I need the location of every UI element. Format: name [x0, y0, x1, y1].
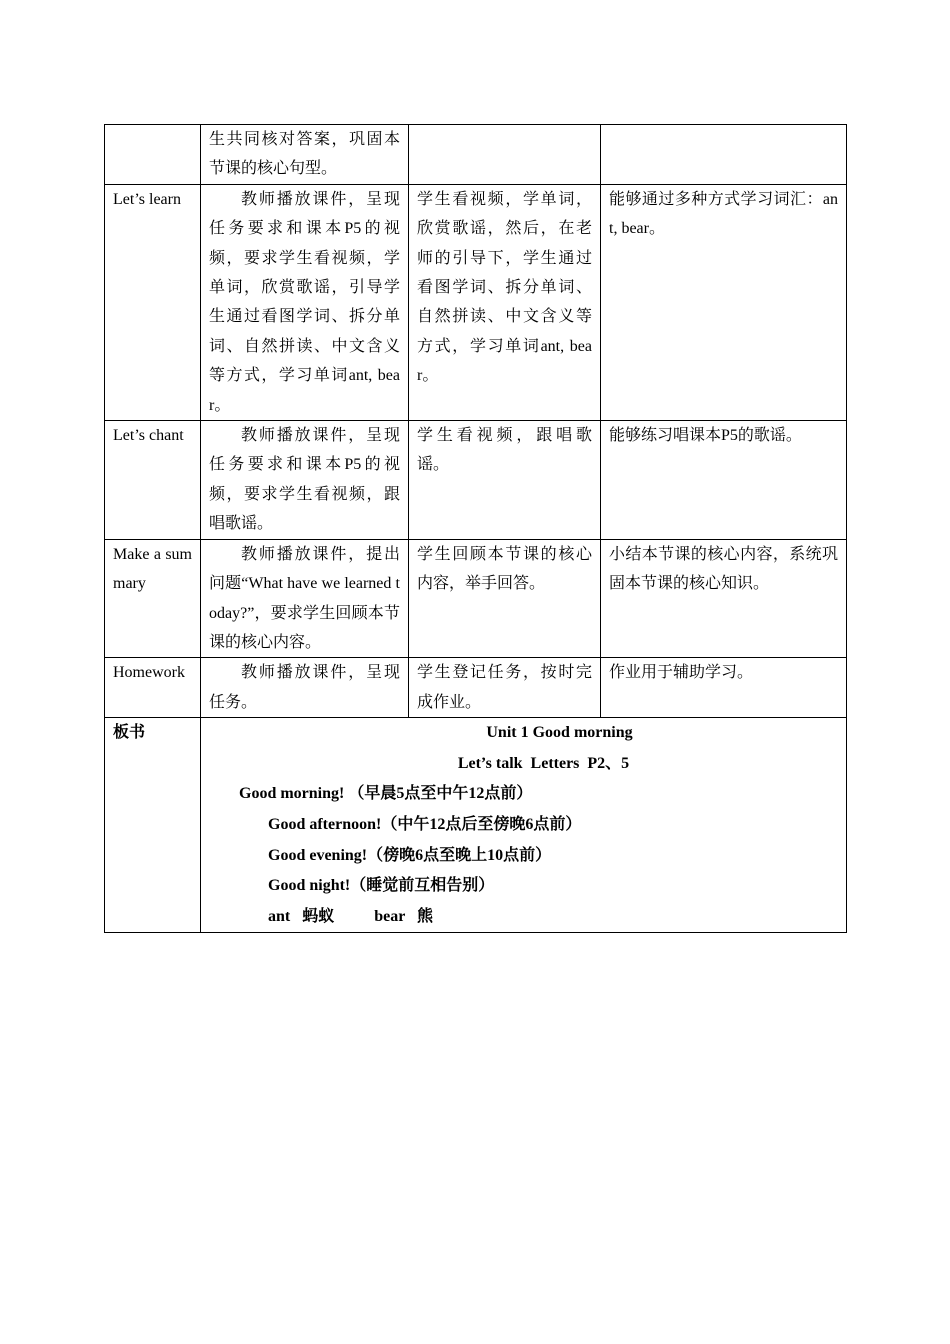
- phase-cell: [105, 125, 201, 185]
- table-row: [105, 658, 847, 718]
- teacher-activity-cell: 教师播放课件，呈现任务。: [201, 658, 409, 718]
- student-activity-cell: [409, 125, 601, 185]
- phase-cell: Homework: [105, 658, 201, 718]
- teacher-activity-cell: 生共同核对答案，巩固本节课的核心句型。: [201, 125, 409, 185]
- board-line: Good morning! （早晨5点至中午12点前）: [239, 785, 533, 803]
- board-title: Unit 1 Good morning: [486, 724, 633, 742]
- teacher-activity-cell: 教师播放课件，提出问题“What have we learned today?”，要求学生回顾本节课的核心内容。: [201, 539, 409, 658]
- board-line: Good afternoon!（中午12点后至傍晚6点前）: [268, 815, 582, 833]
- phase-cell: Make a summary: [105, 539, 201, 658]
- student-activity-cell: 学生看视频，跟唱歌谣。: [409, 421, 601, 540]
- goal-cell: 能够通过多种方式学习词汇：ant, bear。: [601, 184, 847, 420]
- student-activity-cell: 学生回顾本节课的核心内容，举手回答。: [409, 539, 601, 658]
- goal-cell: [601, 125, 847, 185]
- teacher-activity-cell: 教师播放课件，呈现任务要求和课本P5的视频，要求学生看视频，学单词，欣赏歌谣，引导学生通过看图学词、拆分单词、自然拼读、中文含义等方式，学习单词ant, bear。: [201, 184, 409, 420]
- board-vocabulary: [201, 902, 846, 933]
- board-line: Good evening!（傍晚6点至晚上10点前）: [268, 846, 552, 864]
- phase-cell: Let’s chant: [105, 421, 201, 540]
- board-content: [201, 718, 847, 933]
- goal-cell: 能够练习唱课本P5的歌谣。: [601, 421, 847, 540]
- board-subtitle: Let’s talk Letters P2、5: [457, 754, 630, 772]
- table-row: [105, 421, 847, 540]
- lesson-plan-table: [104, 124, 847, 933]
- board-row: [105, 718, 847, 933]
- vocab-ant: ant 蚂蚁: [268, 907, 335, 925]
- student-activity-cell: 学生登记任务，按时完成作业。: [409, 658, 601, 718]
- goal-cell: 小结本节课的核心内容，系统巩固本节课的核心知识。: [601, 539, 847, 658]
- student-activity-cell: 学生看视频，学单词，欣赏歌谣，然后，在老师的引导下，学生通过看图学词、拆分单词、自然拼读、中文含义等方式，学习单词ant, bear。: [409, 184, 601, 420]
- board-line: Good night!（睡觉前互相告别）: [268, 877, 495, 895]
- phase-cell: Let’s learn: [105, 184, 201, 420]
- table-row: [105, 125, 847, 185]
- teacher-activity-cell: 教师播放课件，呈现任务要求和课本P5的视频，要求学生看视频，跟唱歌谣。: [201, 421, 409, 540]
- board-label: 板书: [105, 718, 201, 933]
- table-row: [105, 184, 847, 420]
- vocab-bear: bear 熊: [374, 907, 434, 925]
- table-row: [105, 539, 847, 658]
- goal-cell: 作业用于辅助学习。: [601, 658, 847, 718]
